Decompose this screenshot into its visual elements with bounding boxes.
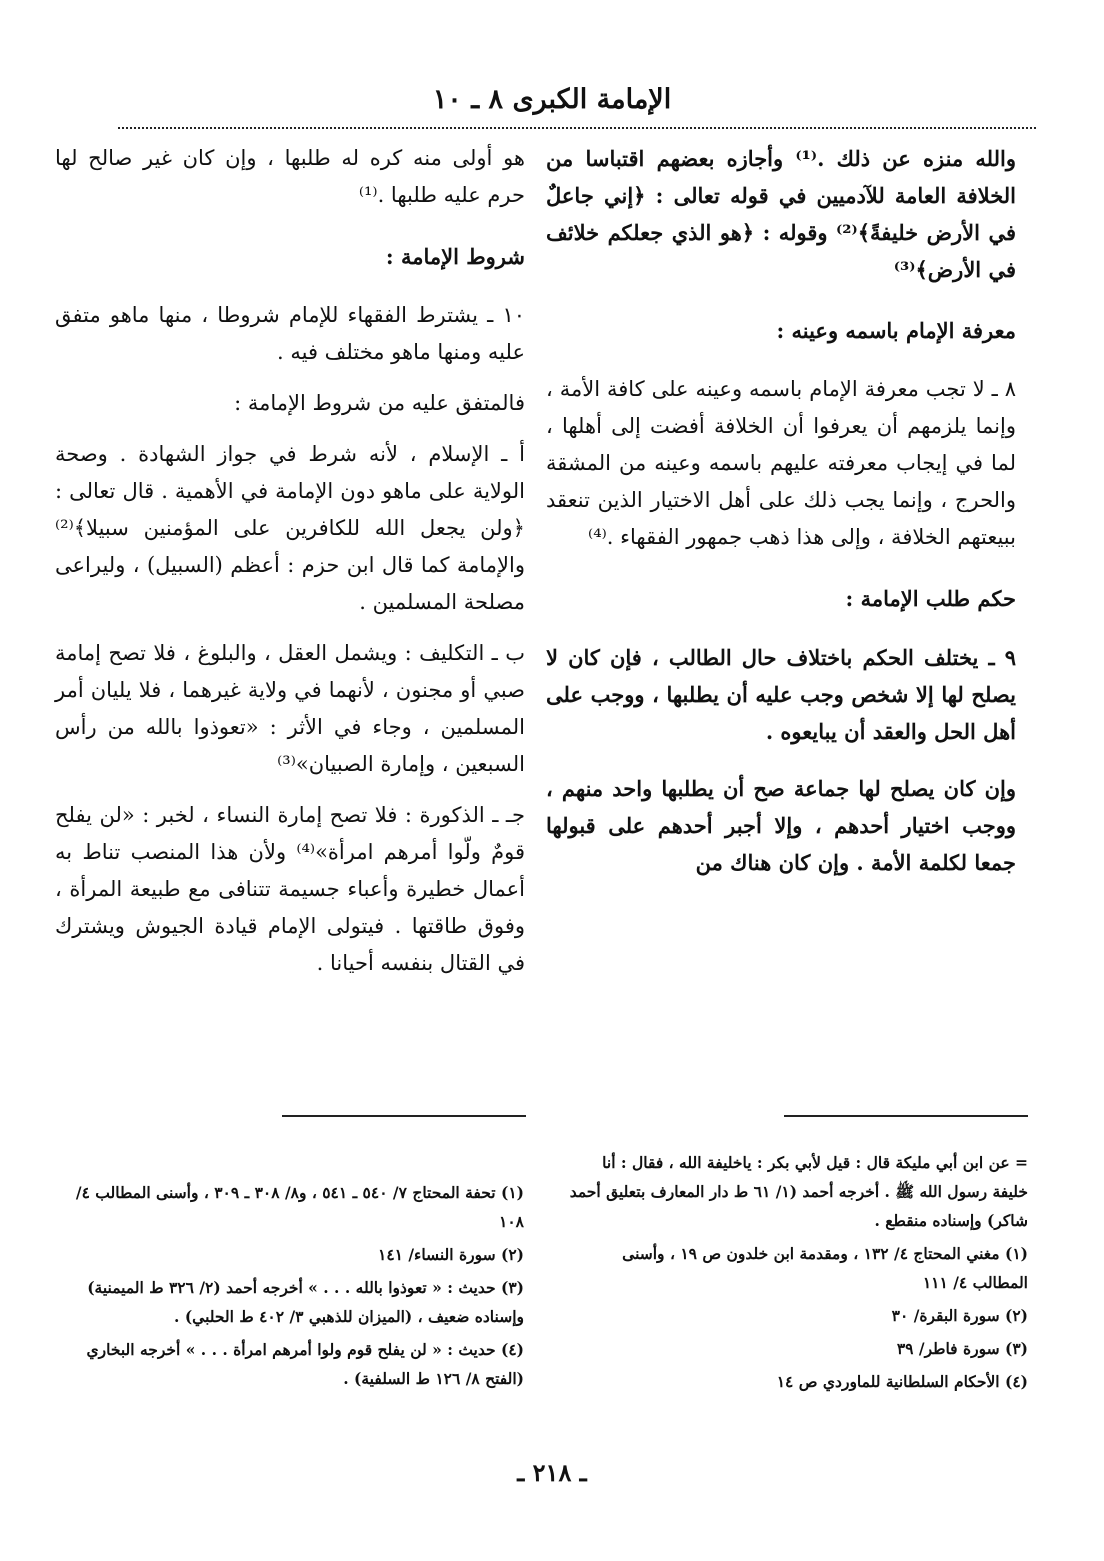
paragraph-10: ١٠ ـ يشترط الفقهاء للإمام شروطا ، منها ماهو متفق عليه ومنها ماهو مختلف فيه . [55, 303, 525, 364]
footnote-left-3: (٣) حديث : « تعوذوا بالله . . . » أخرجه أحمد (٢/ ٣٢٦ ط الميمنية) وإسناده ضعيف ، (الميزان للذهبي ٣/ ٤٠٢ ط الحلبي) . [87, 1278, 524, 1326]
right-footnotes [568, 1148, 1028, 1400]
right-column [546, 140, 1016, 895]
right-intro-paragraph: والله منزه عن ذلك .⁽¹⁾ وأجازه بعضهم اقتباسا من الخلافة العامة للآدميين في قوله تعالى : ﴿إني جاعلٌ في الأرض خليفةً﴾⁽²⁾ وقوله : ﴿هو الذي جعلكم خلائف في الأرض﴾⁽³⁾ [546, 146, 1016, 282]
footnote-right-1: (١) مغني المحتاج ٤/ ١٣٢ ، ومقدمة ابن خلدون ص ١٩ ، وأسنى المطالب ٤/ ١١١ [622, 1244, 1028, 1292]
footnote-left-4: (٤) حديث : « لن يفلح قوم ولوا أمرهم امرأة . . . » أخرجه البخاري (الفتح ٨/ ١٢٦ ط السلفية) . [86, 1340, 524, 1388]
condition-taklif: ب ـ التكليف : ويشمل العقل ، والبلوغ ، فلا تصح إمامة صبي أو مجنون ، لأنهما في ولاية غيرهما ، فلا يليان أمر المسلمين ، وجاء في الأثر : «تعوذوا بالله من رأس السبعين ، وإمارة الصبيان»⁽³⁾ [55, 641, 525, 776]
footnote-left-1: (١) تحفة المحتاج ٧/ ٥٤٠ ـ ٥٤١ ، و٨/ ٣٠٨ ـ ٣٠٩ ، وأسنى المطالب ٤/ ١٠٨ [75, 1183, 524, 1231]
section-heading-seeking-imamate: حكم طلب الإمامة : [845, 586, 1016, 611]
header-dotted-divider [118, 127, 1036, 129]
condition-islam: أ ـ الإسلام ، لأنه شرط في جواز الشهادة . وصحة الولاية على ماهو دون الإمامة في الأهمية . قال تعالى : ﴿ولن يجعل الله للكافرين على المؤمنين سبيلا﴾⁽²⁾ والإمامة كما قال ابن حزم : أعظم (السبيل) ، وليراعى مصلحة المسلمين . [55, 442, 525, 614]
left-footnotes [62, 1178, 524, 1397]
left-footnote-divider [282, 1115, 526, 1117]
footnote-right-4: (٤) الأحكام السلطانية للماوردي ص ١٤ [776, 1372, 1028, 1391]
paragraph-8: ٨ ـ لا تجب معرفة الإمام باسمه وعينه على كافة الأمة ، وإنما يلزمهم أن يعرفوا أن الخلافة أفضت إلى أهلها ، لما في إيجاب معرفته عليهم باسمه وعينه من المشقة والحرج ، وإنما يجب ذلك على أهل الاختيار الذين تنعقد ببيعتهم الخلافة ، وإلى هذا ذهب جمهور الفقهاء .⁽⁴⁾ [546, 377, 1016, 549]
left-column [55, 140, 525, 996]
paragraph-9-continued: وإن كان يصلح لها جماعة صح أن يطلبها واحد منهم ، ووجب اختيار أحدهم ، وإلا أجبر أحدهم على قبولها جمعا لكلمة الأمة . وإن كان هناك من [546, 776, 1016, 875]
section-heading-conditions: شروط الإمامة : [385, 244, 525, 269]
left-continuation-paragraph: هو أولى منه كره له طلبها ، وإن كان غير صالح لها حرم عليه طلبها .⁽¹⁾ [55, 146, 525, 207]
footnote-right-3: (٣) سورة فاطر/ ٣٩ [896, 1339, 1028, 1358]
agreed-conditions-intro: فالمتفق عليه من شروط الإمامة : [234, 391, 525, 415]
footnote-left-2: (٢) سورة النساء/ ١٤١ [378, 1245, 524, 1264]
paragraph-9: ٩ ـ يختلف الحكم باختلاف حال الطالب ، فإن كان لا يصلح لها إلا شخص وجب عليه أن يطلبها ، ووجب على أهل الحل والعقد أن يبايعوه . [546, 645, 1016, 744]
page-number: ـ ٢١٨ ـ [517, 1458, 587, 1487]
section-heading-knowing-imam: معرفة الإمام باسمه وعينه : [776, 318, 1016, 343]
page-header-title: الإمامة الكبرى ٨ ـ ١٠ [432, 84, 672, 115]
condition-masculinity: جـ ـ الذكورة : فلا تصح إمارة النساء ، لخبر : «لن يفلح قومٌ ولّوا أمرهم امرأة»⁽⁴⁾ ولأن هذا المنصب تناط به أعمال خطيرة وأعباء جسيمة تتنافى مع طبيعة المرأة ، وفوق طاقتها . فيتولى الإمام قيادة الجيوش ويشترك في القتال بنفسه أحيانا . [55, 803, 525, 975]
right-footnote-divider [784, 1115, 1028, 1117]
footnote-right-2: (٢) سورة البقرة/ ٣٠ [891, 1306, 1028, 1325]
footnote-continuation: = عن ابن أبي مليكة قال : قيل لأبي بكر : ياخليفة الله ، فقال : أنا خليفة رسول الله ﷺ . أخرجه أحمد (١/ ٦١ ط دار المعارف بتعليق أحمد شاكر) وإسناده منقطع . [569, 1153, 1028, 1230]
